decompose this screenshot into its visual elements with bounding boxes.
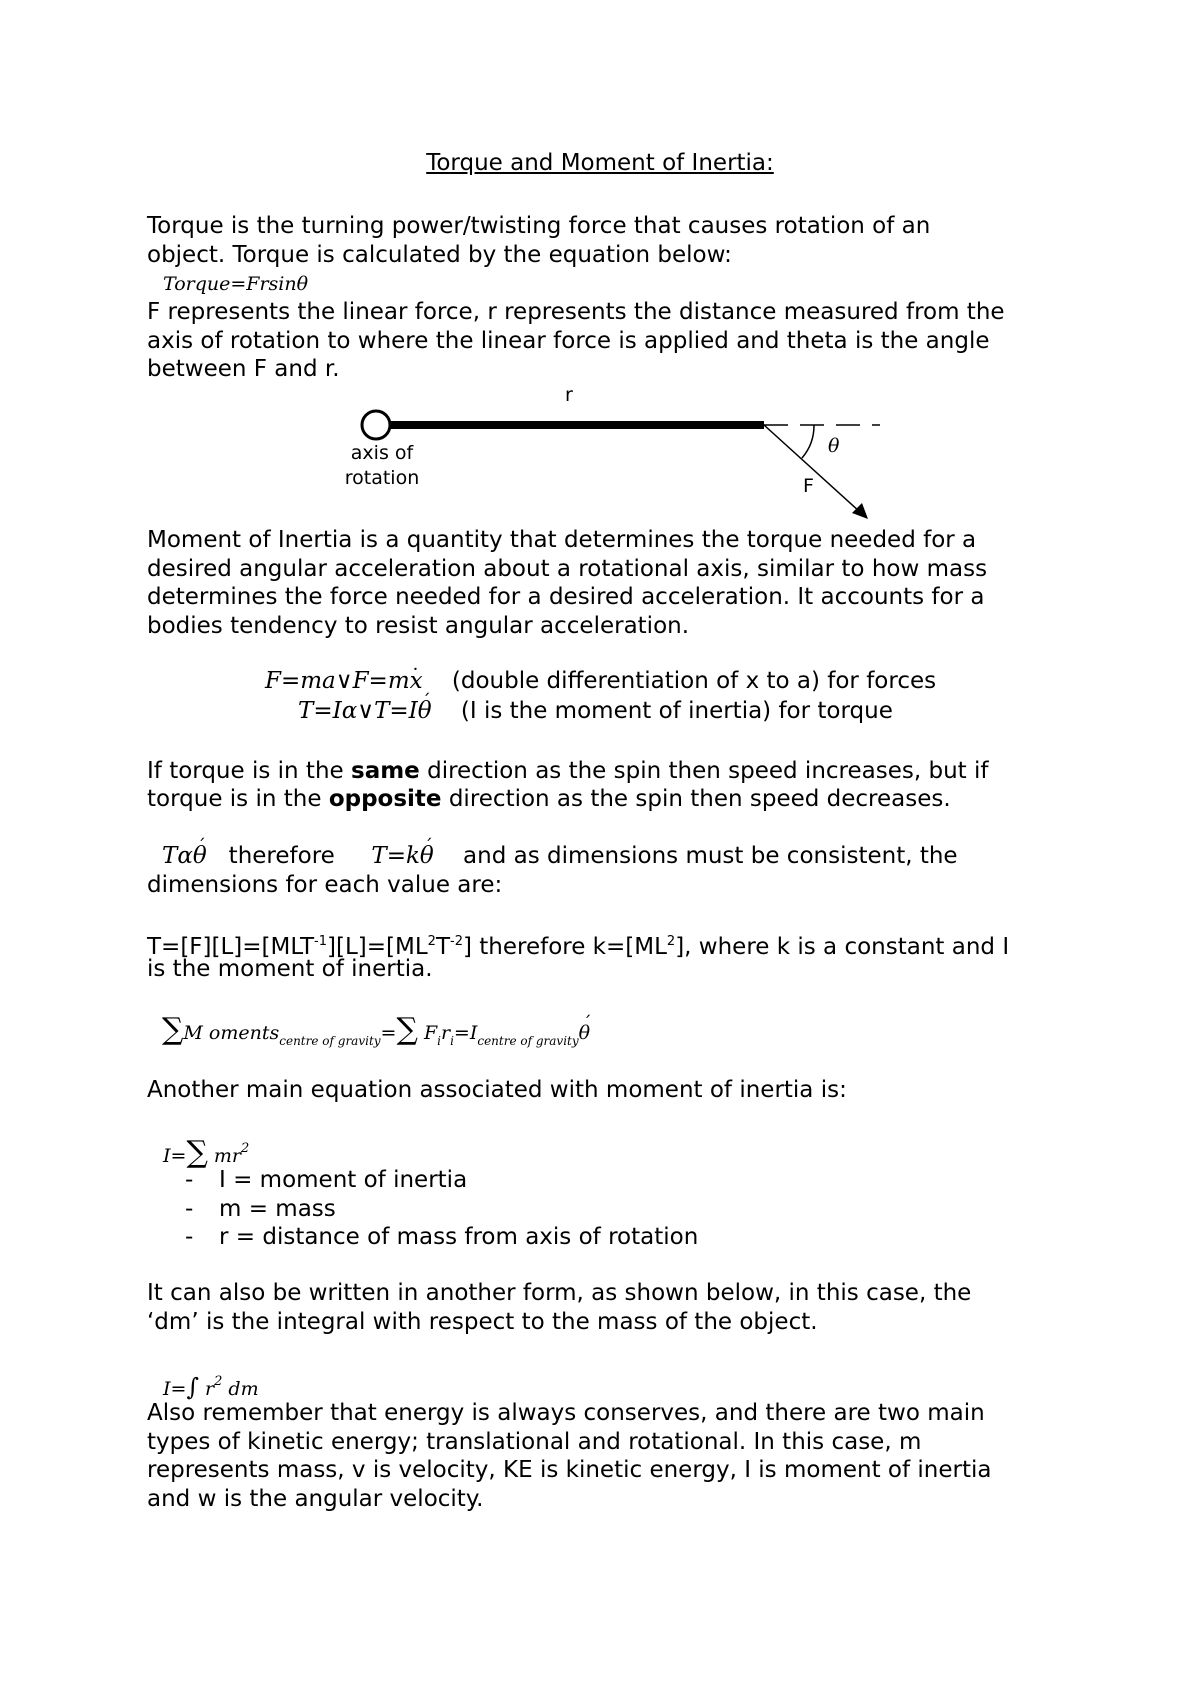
axis-circle <box>362 411 390 439</box>
inertia-line-1: Moment of Inertia is a quantity that determines the torque needed for a <box>147 527 977 553</box>
axis-label-1: axis of <box>350 442 414 464</box>
direction-line-1: If torque is in the same direction as the spin then speed increases, but if <box>147 758 989 784</box>
proportional-math-1: Tαθ ´ <box>162 843 207 869</box>
intro-desc-2: axis of rotation to where the linear force is applied and theta is the angle <box>147 328 990 354</box>
inertia-line-4: bodies tendency to resist angular acceleration. <box>147 613 690 639</box>
theta-arc <box>802 425 814 458</box>
forces-math: F=ma∨F=mx · <box>265 668 423 694</box>
energy-line-1: Also remember that energy is always conserves, and there are two main <box>147 1400 985 1426</box>
forces-equation-line <box>265 667 936 696</box>
axis-label-2: rotation <box>344 467 420 489</box>
r-label: r <box>565 384 573 406</box>
list-item: - I = moment of inertia <box>185 1167 468 1193</box>
force-arrowhead <box>852 503 868 519</box>
intro-desc-3: between F and r. <box>147 356 340 382</box>
list-item: - r = distance of mass from axis of rotation <box>185 1224 699 1250</box>
torque-diagram-svg <box>350 385 900 525</box>
proportional-line-2: dimensions for each value are: <box>147 872 503 898</box>
torque-text: (I is the moment of inertia) for torque <box>460 698 893 724</box>
torque-math: T=Iα∨T=Iθ ´ <box>298 698 432 724</box>
another-equation-text: Another main equation associated with moment of inertia is: <box>147 1077 847 1103</box>
page-title: Torque and Moment of Inertia: <box>426 150 774 176</box>
proportional-line-1: Tαθ ´ therefore T=kθ ´ and as dimensions must be consistent, the <box>162 842 958 871</box>
intro-line-1: Torque is the turning power/twisting force that causes rotation of an <box>147 213 931 239</box>
f-label: F <box>803 475 814 497</box>
integral-equation: I=∫ $r^2$ dm <box>163 1373 259 1401</box>
dimensions-line-1: $T=[F][L]=[MLT^{-1}][L]=[ML^2T^{-2}]$ therefore $k=[ML^2]$, where k is a constant and I <box>147 934 1010 960</box>
inertia-sum-equation: I=∑ $mr^2$ <box>163 1135 250 1170</box>
energy-line-3: represents mass, v is velocity, KE is kinetic energy, I is moment of inertia <box>147 1457 992 1483</box>
dimensions-line-2: is the moment of inertia. <box>147 956 433 982</box>
list-item: - m = mass <box>185 1196 336 1222</box>
direction-line-2: torque is in the opposite direction as the spin then speed decreases. <box>147 786 951 812</box>
torque-equation: Torque=Frsinθ <box>163 273 309 295</box>
another-form-line-1: It can also be written in another form, as shown below, in this case, the <box>147 1280 972 1306</box>
another-form-line-2: ‘dm’ is the integral with respect to the mass of the object. <box>147 1309 818 1335</box>
theta-label: θ <box>828 435 840 457</box>
forces-text: (double differentiation of x to a) for forces <box>451 668 937 694</box>
intro-desc-1: F represents the linear force, r represents the distance measured from the <box>147 299 1005 325</box>
proportional-math-2: T=kθ ´ <box>371 843 433 869</box>
intro-line-2: object. Torque is calculated by the equation below: <box>147 242 732 268</box>
inertia-line-2: desired angular acceleration about a rotational axis, similar to how mass <box>147 556 988 582</box>
torque-equation-line <box>298 697 893 726</box>
energy-line-2: types of kinetic energy; translational and rotational. In this case, m <box>147 1429 922 1455</box>
moments-equation: ∑M oments$_{centre of gravity}$=∑ $F_ir_i=I_{centre of gravity}\theta$ ´ <box>162 1015 590 1056</box>
energy-line-4: and w is the angular velocity. <box>147 1486 484 1512</box>
inertia-line-3: determines the force needed for a desired acceleration. It accounts for a <box>147 584 985 610</box>
torque-diagram <box>344 384 900 525</box>
